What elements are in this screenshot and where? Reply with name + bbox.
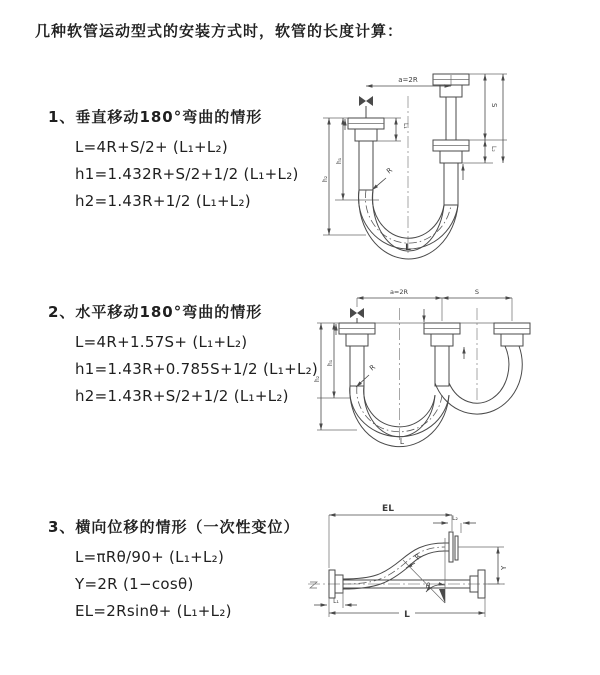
dim-y [458, 547, 508, 584]
dim-label-l-bottom: L [405, 243, 411, 253]
diagram-lateral-displacement [300, 498, 595, 648]
formula-length: L=πRθ/90+ (L₁+L₂) [75, 548, 225, 566]
section-3-heading: 3、横向位移的情形（一次性变位） [48, 518, 300, 536]
section-lateral-displacement [48, 516, 318, 625]
dim-label-l1: L₁ [333, 598, 339, 605]
dim-l2 [433, 515, 476, 533]
dim-label-r: R [385, 166, 395, 176]
diagram-horizontal-180-bend [312, 283, 597, 453]
dim-label-a2r: a=2R [398, 76, 418, 84]
dim-label-l2: L₂ [490, 146, 497, 152]
dim-label-h1: h₁ [327, 359, 334, 366]
middle-pipe-assembly [424, 323, 460, 386]
dim-h2 [314, 323, 357, 430]
dim-label-h1: h₁ [336, 157, 343, 164]
formula-h2: h2=1.43R+1/2 (L₁+L₂) [75, 192, 251, 210]
dim-label-l2: L₂ [452, 515, 458, 522]
right-pipe-assembly [433, 74, 469, 205]
dim-el [329, 504, 452, 568]
valve-icon [350, 298, 364, 323]
dim-label-l: L [404, 610, 410, 620]
dim-label-el: EL [382, 504, 394, 514]
dim-label-r: R [368, 363, 378, 373]
dim-label-l-bottom: L [399, 437, 405, 446]
dim-a2r [357, 288, 442, 298]
section-1-heading: 1、垂直移动180°弯曲的情形 [48, 108, 263, 126]
formula-el: EL=2Rsinθ+ (L₁+L₂) [75, 602, 232, 620]
formula-length: L=4R+1.57S+ (L₁+L₂) [75, 333, 248, 351]
section-2-heading: 2、水平移动180°弯曲的情形 [48, 303, 263, 321]
dim-label-y: Y [500, 565, 508, 570]
dim-label-l1: L₁ [402, 123, 409, 129]
angle-theta [403, 538, 445, 603]
dim-label-s: S [490, 103, 498, 108]
dim-label-theta: θ [425, 582, 431, 590]
right-pipe-assembly [494, 323, 530, 346]
dim-l [329, 598, 485, 620]
dim-a2r [366, 75, 451, 86]
dim-label-a2r: a=2R [389, 288, 409, 296]
radius-label [356, 363, 377, 387]
dim-label-h2: h₂ [322, 175, 329, 182]
formula-h2: h2=1.43R+S/2+1/2 (L₁+L₂) [75, 387, 289, 405]
radius-label [372, 166, 394, 190]
break-mark [310, 582, 317, 588]
dim-label-s: S [474, 288, 480, 296]
left-pipe-assembly [336, 323, 378, 386]
formula-y: Y=2R (1−cosθ) [75, 575, 194, 593]
formula-h1: h1=1.43R+0.785S+1/2 (L₁+L₂) [75, 360, 319, 378]
dim-label-r: R [413, 552, 423, 562]
section-horizontal-movement [48, 301, 318, 410]
formula-h1: h1=1.432R+S/2+1/2 (L₁+L₂) [75, 165, 299, 183]
valve-icon [359, 96, 373, 118]
section-vertical-movement [48, 106, 318, 215]
formula-length: L=4R+S/2+ (L₁+L₂) [75, 138, 229, 156]
diagram-vertical-180-bend [315, 68, 590, 263]
page-title: 几种软管运动型式的安装方式时，软管的长度计算： [35, 22, 404, 40]
dim-label-h2: h₂ [314, 375, 321, 382]
left-pipe-assembly [345, 118, 384, 190]
dim-h1 [323, 118, 379, 200]
